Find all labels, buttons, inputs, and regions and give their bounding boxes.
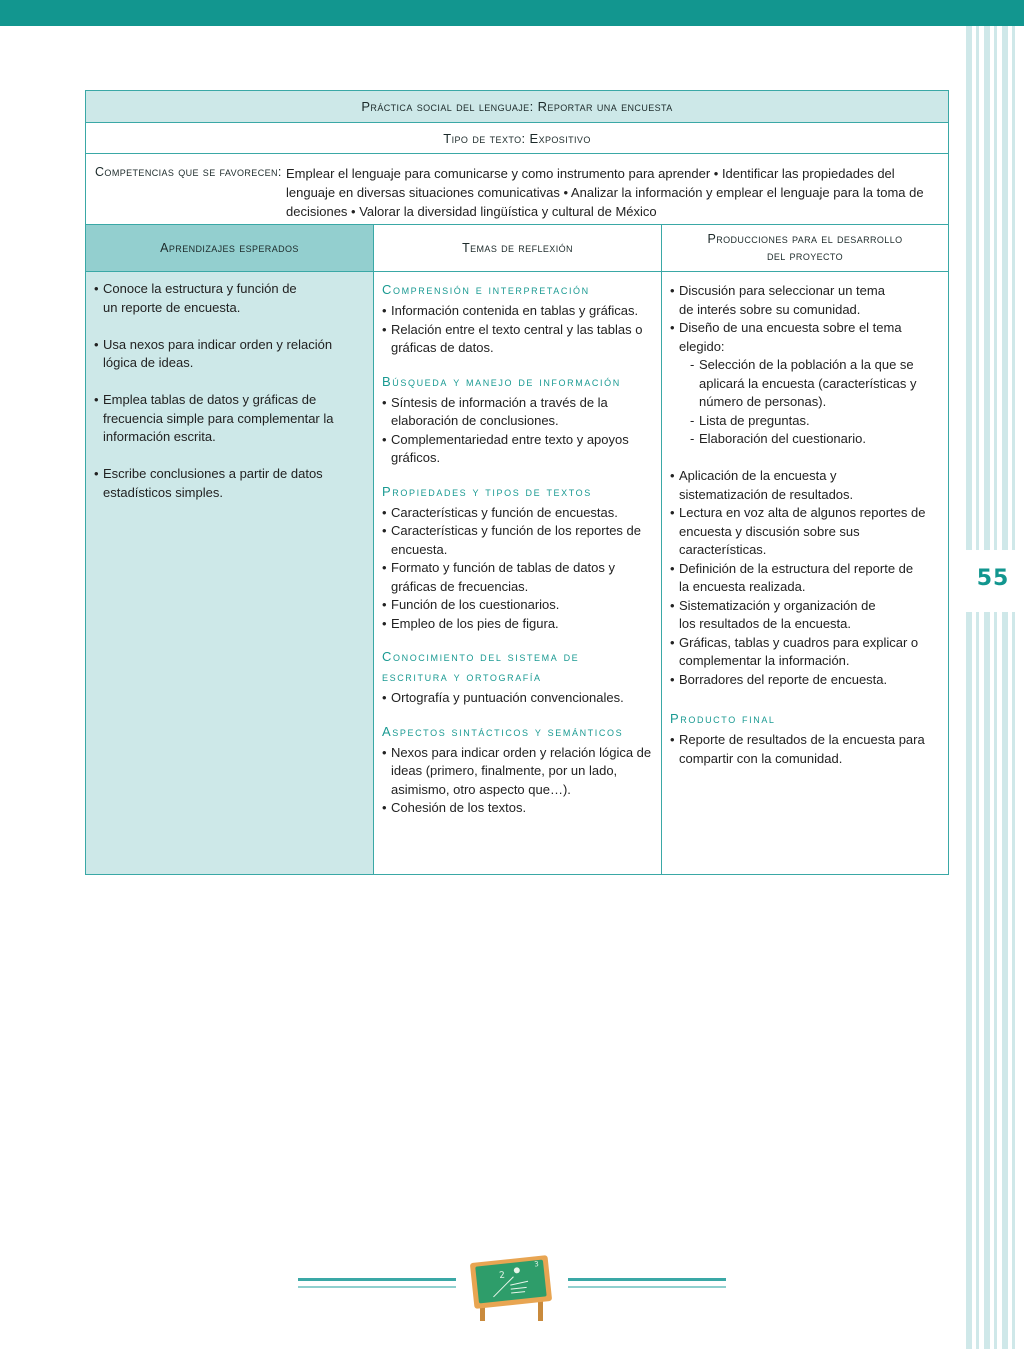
list-item: • Escribe conclusiones a partir de datos estadísticos simples. bbox=[94, 465, 353, 502]
footer-rule-left-thin bbox=[298, 1286, 456, 1288]
list-item: • Características y función de encuestas. bbox=[382, 504, 653, 523]
top-color-bar bbox=[0, 0, 1024, 26]
list-item: • Definición de la estructura del reporte de la encuesta realizada. bbox=[670, 560, 919, 597]
svg-text:2: 2 bbox=[498, 1270, 506, 1282]
chalkboard-icon bbox=[470, 1255, 554, 1321]
footer-rule-right bbox=[568, 1278, 726, 1281]
footer-rule-right-thin bbox=[568, 1286, 726, 1288]
section-title: Aspectos sintácticos y semánticos bbox=[382, 723, 624, 739]
list-item: • Características y función de los reportes de encuesta. bbox=[382, 522, 651, 559]
col-header-aprendizajes: Aprendizajes esperados bbox=[85, 224, 374, 272]
footer-rule-left bbox=[298, 1278, 456, 1281]
list-item: • Formato y función de tablas de datos y gráficas de frecuencias. bbox=[382, 559, 629, 596]
list-item: • Diseño de una encuesta sobre el tema elegido: bbox=[670, 319, 929, 356]
list-item: • Relación entre el texto central y las tablas o gráficas de datos. bbox=[382, 321, 651, 358]
list-item: • Complementariedad entre texto y apoyos gráficos. bbox=[382, 431, 653, 468]
list-item: • Síntesis de información a través de la elaboración de conclusiones. bbox=[382, 394, 616, 431]
practice-title: Práctica social del lenguaje: Reportar una encuesta bbox=[361, 99, 673, 114]
practice-row bbox=[85, 90, 949, 123]
competencies-text: Emplear el lenguaje para comunicarse y como instrumento para aprender • Identificar las propiedades del lenguaje en diversas situaciones comunicativas • Analizar la información y emplear el lenguaje para la toma de decisiones • Valorar la diversidad lingüística y cultural de México bbox=[286, 166, 924, 219]
page-number: 55 bbox=[976, 566, 1010, 591]
list-item: • Aplicación de la encuesta y sistematización de resultados. bbox=[670, 467, 889, 504]
sub-list-item: - Elaboración del cuestionario. bbox=[690, 430, 940, 449]
list-item: • Sistematización y organización de los resultados de la encuesta. bbox=[670, 597, 894, 634]
section-title: Propiedades y tipos de textos bbox=[382, 483, 592, 499]
col-header-producciones: Producciones para el desarrollo del proyecto bbox=[661, 224, 949, 272]
text-type-row bbox=[85, 122, 949, 154]
producciones-column bbox=[661, 271, 949, 875]
text-type-title: Tipo de texto: Expositivo bbox=[443, 131, 591, 146]
list-item: • Discusión para seleccionar un tema de interés sobre su comunidad. bbox=[670, 282, 894, 319]
competencies-label: Competencias que se favorecen: bbox=[95, 165, 282, 179]
list-item: • Cohesión de los textos. bbox=[382, 799, 653, 818]
sub-list-item: - Lista de preguntas. bbox=[690, 412, 940, 431]
list-item: • Ortografía y puntuación convencionales. bbox=[382, 689, 653, 708]
list-item: • Empleo de los pies de figura. bbox=[382, 615, 653, 634]
list-item: • Reporte de resultados de la encuesta para compartir con la comunidad. bbox=[670, 731, 940, 768]
side-stripe-decoration bbox=[960, 26, 1024, 1349]
list-item: • Nexos para indicar orden y relación lógica de ideas (primero, finalmente, por un lado, asimismo, otro aspecto que…). bbox=[382, 744, 653, 800]
list-item: • Emplea tablas de datos y gráficas de frecuencia simple para complementar la información escrita. bbox=[94, 391, 365, 447]
aprendizajes-column bbox=[85, 271, 374, 875]
list-item: • Información contenida en tablas y gráficas. bbox=[382, 302, 653, 321]
list-item: • Gráficas, tablas y cuadros para explicar o complementar la información. bbox=[670, 634, 929, 671]
col-header-temas: Temas de reflexión bbox=[373, 224, 662, 272]
temas-column bbox=[373, 271, 662, 875]
list-item: • Usa nexos para indicar orden y relación lógica de ideas. bbox=[94, 336, 348, 373]
section-title: Conocimiento del sistema de escritura y ortografía bbox=[382, 649, 580, 684]
section-title: Búsqueda y manejo de información bbox=[382, 373, 621, 389]
list-item: • Función de los cuestionarios. bbox=[382, 596, 653, 615]
list-item: • Lectura en voz alta de algunos reportes de encuesta y discusión sobre sus características. bbox=[670, 504, 940, 560]
sub-list-item: - Selección de la población a la que se aplicará la encuesta (características y número de personas). bbox=[690, 356, 940, 412]
list-item: • Borradores del reporte de encuesta. bbox=[670, 671, 940, 690]
list-item: • Conoce la estructura y función de un reporte de encuesta. bbox=[94, 280, 303, 317]
svg-text:3: 3 bbox=[533, 1260, 540, 1269]
competencies-row bbox=[85, 153, 949, 225]
section-title: Comprensión e interpretación bbox=[382, 282, 590, 297]
section-title: Producto final bbox=[670, 711, 776, 726]
